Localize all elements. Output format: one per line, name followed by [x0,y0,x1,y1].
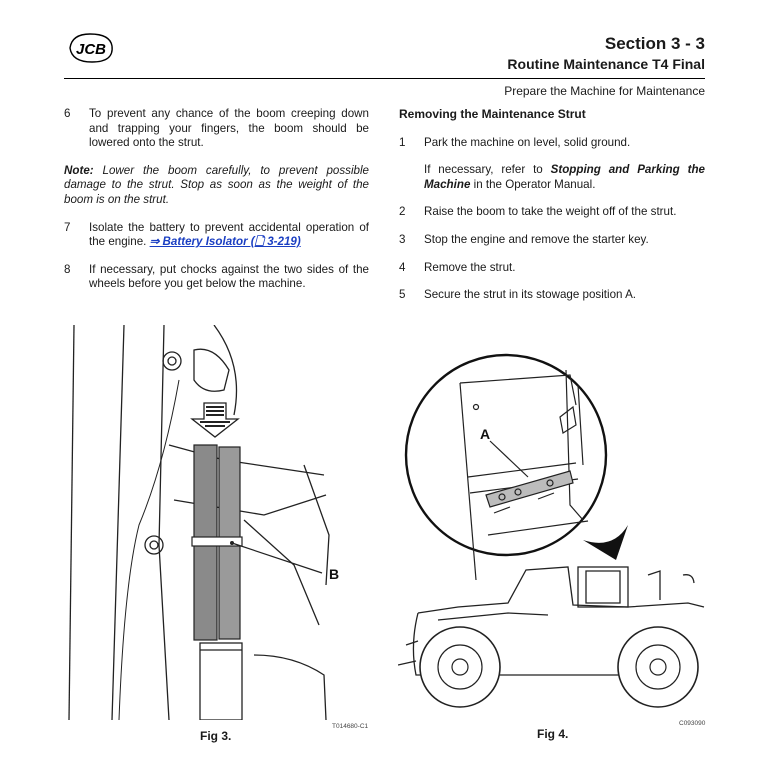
step-number: 6 [64,107,71,120]
step-text: Raise the boom to take the weight off of the strut. [424,205,677,219]
note [64,164,369,208]
section-title: Section 3 - 3 [604,34,705,53]
step-1-note-ref: Stopping and Parking the Machine [424,163,705,191]
step-text [89,221,369,250]
step-7 [64,221,369,250]
step-3 [399,233,705,248]
step-text: Stop the engine and remove the starter key. [424,232,649,246]
step-text: Park the machine on level, solid ground. [424,135,631,149]
fig3-strut-illustration [64,325,370,720]
step-4 [399,261,705,276]
section-subtitle: Routine Maintenance T4 Final [507,56,705,72]
right-column [399,107,705,316]
step-number: 4 [399,260,406,274]
step-text: If necessary, put chocks against the two sides of the wheels before you get below the machine. [89,262,369,291]
step-text: To prevent any chance of the boom creeping down and trapping your fingers, the boom should be lowered onto the strut. [89,107,369,150]
left-column [64,107,369,305]
step-8 [64,263,369,292]
step-2 [399,205,705,220]
removing-strut-heading: Removing the Maintenance Strut [399,107,586,121]
callout-b: B [329,566,340,582]
fig3-caption: Fig 3. [200,729,232,743]
step-number: 8 [64,262,71,276]
step-6 [64,107,369,151]
step-7-text: Isolate the battery to prevent accidental operation of the engine. [89,220,369,249]
step-1-note [424,163,705,192]
chapter-title: Prepare the Machine for Maintenance [504,84,705,98]
step-number: 5 [399,288,406,302]
note-label: Note: [64,163,94,177]
battery-isolator-link[interactable]: ⇒ Battery Isolator (🗋 3-219) [149,235,301,249]
step-1-note-post: in the Operator Manual. [473,177,596,191]
jcb-logo [66,30,116,66]
fig3-code: T014680-C1 [332,723,369,730]
fig4-machine-illustration [398,345,708,720]
step-number: 3 [399,232,406,246]
svg-text:JCB: JCB [75,41,107,58]
callout-a: A [480,426,491,442]
step-1 [399,136,705,151]
step-5 [399,288,705,303]
note-text: Lower the boom carefully, to prevent possible damage to the strut. Stop as soon as the weight of the boom is on the strut. [64,163,369,206]
step-number: 1 [399,135,406,149]
step-number: 2 [399,205,406,219]
step-1-note-pre: If necessary, refer to [424,163,543,177]
step-text: Remove the strut. [424,260,516,274]
fig4-caption: Fig 4. [537,727,569,741]
fig4-code: C093090 [679,720,706,727]
header-divider [64,78,705,79]
step-text: Secure the strut in its stowage position A. [424,288,637,302]
step-number: 7 [64,220,71,234]
